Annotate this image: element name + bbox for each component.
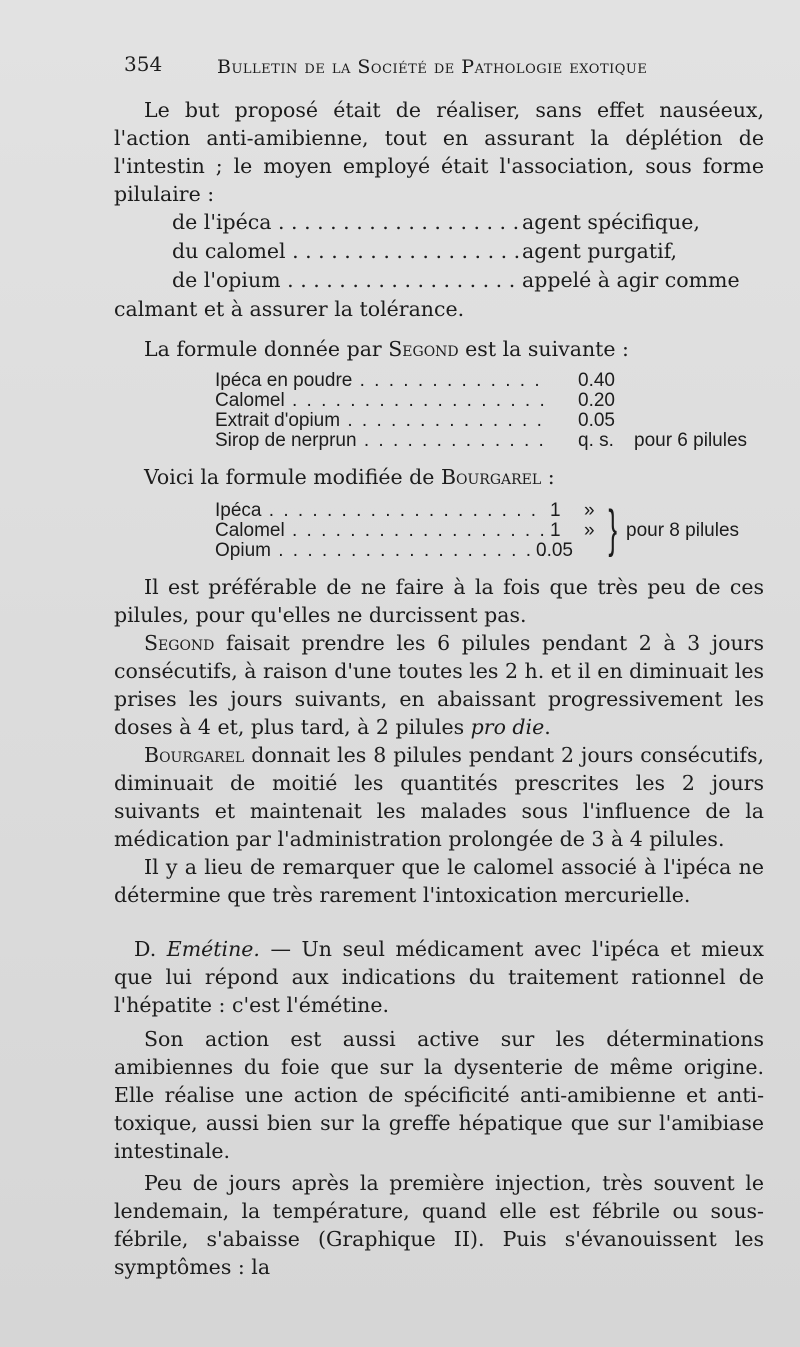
page-body [114, 96, 764, 1281]
paragraph-text: — Un seul médicament avec l'ipéca et mieux que lui répond aux indications du traitement rationnel de l'hépatite : c'est l'émétine. [114, 937, 764, 1017]
agent-item: de l'opium . . . [172, 266, 522, 295]
formula-row [114, 371, 764, 391]
paragraph-end: . [544, 715, 551, 739]
formula-value: q. s. [578, 430, 614, 451]
formula-unit: pour 6 pilules [634, 430, 748, 451]
segond-intro [114, 335, 764, 363]
bourgarel-note: pour 8 pilules [626, 520, 740, 541]
agent-row [114, 208, 764, 237]
bourgarel-intro [114, 463, 764, 491]
author-name: Bourgarel [144, 743, 245, 767]
bourgarel-formula [114, 501, 764, 563]
agent-role: appelé à agir comme [522, 268, 740, 292]
formula-unit: » [584, 500, 595, 521]
bourgarel-intro-end: : [541, 465, 555, 489]
segond-formula [114, 371, 764, 455]
formula-row [114, 391, 764, 411]
formula-value: 1 [550, 520, 561, 541]
formula-value: 0.20 [578, 390, 615, 411]
author-name: Bourgarel [440, 465, 542, 489]
latin-phrase: pro die [470, 715, 545, 739]
formula-ingredient: Ipéca . . . [215, 501, 545, 521]
agent-row [114, 266, 764, 295]
segond-intro-text: La formule donnée par [144, 337, 389, 361]
agent-row [114, 237, 764, 266]
paragraph-segond [114, 629, 764, 741]
formula-value: 0.05 [578, 410, 615, 431]
formula-row [114, 411, 764, 431]
agents-tail: calmant et à assurer la tolérance. [114, 297, 465, 321]
formula-value: 0.05 [536, 540, 573, 561]
segond-intro-end: est la suivante : [458, 337, 629, 361]
formula-row [114, 541, 764, 561]
author-name: Segond [144, 631, 215, 655]
agent-item: de l'ipéca . . . [172, 208, 522, 237]
intro-paragraph: Le but proposé était de réaliser, sans effet nauséeux, l'action anti-amibienne, tout en assurant la déplétion de l'intestin ; le moyen employé était l'association, sous forme pilulaire : [114, 98, 764, 206]
paragraph-peu: Peu de jours après la première injection, très souvent le lendemain, la température, quand elle est fébrile ou sous-fébrile, s'abaisse (Graphique II). Puis s'évanouissent les symptômes : la [114, 1171, 764, 1279]
curly-brace-icon: } [608, 500, 618, 558]
formula-ingredient: Sirop de nerprun . . . [215, 431, 545, 451]
paragraph-emetine [114, 935, 764, 1019]
agent-role: agent spécifique, [522, 210, 700, 234]
running-title: Bulletin de la Société de Pathologie exotique [217, 56, 648, 78]
formula-ingredient: Calomel . . . [215, 391, 545, 411]
bourgarel-intro-text: Voici la formule modifiée de [144, 465, 441, 489]
author-name: Segond [388, 337, 459, 361]
agent-role: agent purgatif, [522, 239, 678, 263]
paragraph-calomel: Il y a lieu de remarquer que le calomel associé à l'ipéca ne détermine que très rarement l'intoxication mercurielle. [114, 855, 764, 907]
formula-row [114, 431, 764, 451]
page-header [124, 52, 764, 82]
formula-ingredient: Calomel . . . [215, 521, 545, 541]
formula-value: 1 [550, 500, 561, 521]
agent-item: du calomel . . . [172, 237, 522, 266]
paragraph-bourgarel [114, 741, 764, 853]
formula-ingredient: Opium . . . [215, 541, 545, 561]
formula-ingredient: Ipéca en poudre . . . [215, 371, 545, 391]
formula-value: 0.40 [578, 370, 615, 391]
formula-unit: » [584, 520, 595, 541]
section-label: D. [134, 937, 167, 961]
formula-ingredient: Extrait d'opium . . . [215, 411, 545, 431]
paragraph-preferable: Il est préférable de ne faire à la fois que très peu de ces pilules, pour qu'elles ne durcissent pas. [114, 575, 764, 627]
paragraph-text: faisait prendre les 6 pilules pendant 2 à 3 jours consécutifs, à raison d'une toutes les 2 h. et il en diminuait les prises les jours suivants, en abaissant progressivement les doses à 4 et, plus tard, à 2 pilules [114, 631, 764, 739]
section-title: Emétine. [166, 937, 260, 961]
agents-list [114, 208, 764, 295]
paragraph-text: donnait les 8 pilules pendant 2 jours consécutifs, diminuait de moitié les quantités prescrites les 2 jours suivants et maintenait les malades sous l'influence de la médication par l'administration prolongée de 3 à 4 pilules. [114, 743, 764, 851]
paragraph-action: Son action est aussi active sur les déterminations amibiennes du foie que sur la dysenterie de même origine. Elle réalise une action de spécificité anti-amibienne et anti-toxique, aussi bien sur la greffe hépatique que sur l'amibiase intestinale. [114, 1027, 764, 1163]
formula-row [114, 501, 764, 521]
page-number: 354 [124, 52, 163, 76]
